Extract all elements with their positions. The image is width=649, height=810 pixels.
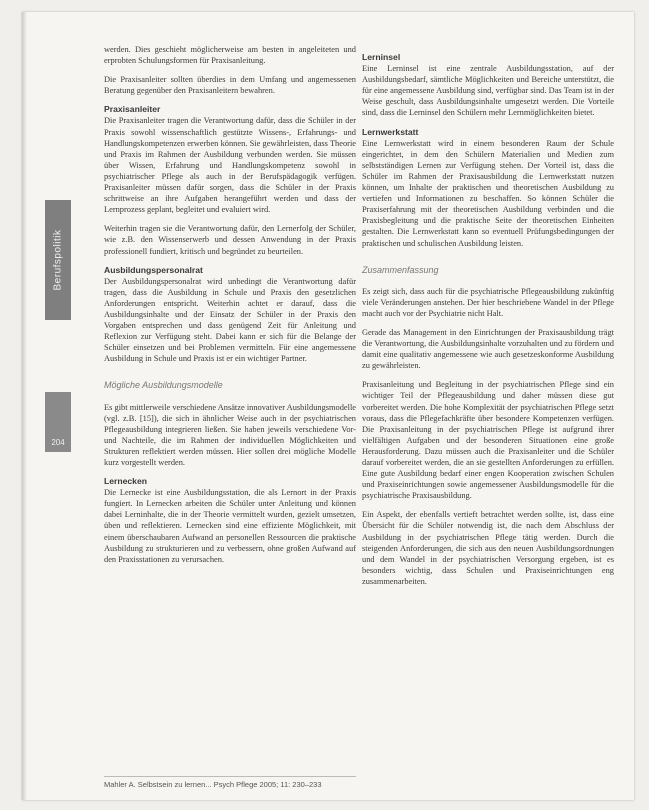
citation-footer: Mahler A. Selbstsein zu lernen... Psych Pflege 2005; 11: 230–233 [104, 776, 356, 789]
paragraph: Es zeigt sich, dass auch für die psychiatrische Pflegeausbildung zukünftig viele Veränderungen anstehen. Der hier beschriebene Wandel in der Pflege macht auch vor der Psychiatrie nicht Halt. [362, 286, 614, 318]
subsection-heading: Ausbildungspersonalrat [104, 264, 203, 275]
paragraph: Die Lernecke ist eine Ausbildungsstation, die als Lernort in der Praxis fungiert. In Lernecken arbeiten die Schüler unter Anleitung und können dabei Lerninhalte, die in der Theorie vermittelt wurden, gezielt umsetzen, üben und reflektieren. Lernecken sind eine effiziente Möglichkeit, mit einem überschaubaren Aufwand an personellen Ressourcen die praktische Ausbildung zu strukturieren und zu verbessern, ohne großen Aufwand auf den Praxisstationen zu verursachen. [104, 488, 356, 564]
document-page [22, 12, 634, 800]
paragraph: Praxisanleitung und Begleitung in der psychiatrischen Pflege sind ein wichtiger Teil der Pflegeausbildung und daher müssen diese gut vorbereitet werden. Die hohe Komplexität der psychiatrischen Pflege setzt voraus, dass die Pflegefachkräfte über besondere Kompetenzen verfügen. Die Praxisanleitung in der psychiatrischen Pflege ist aufgrund ihrer vielfältigen Aufgaben und der besonderen Situationen eine große Herausforderung. Dazu müssen auch die Praxisanleiter und die Schüler darauf vorbereitet werden, die an sie gestellten Anforderungen zu erfüllen. Eine gute Ausbildung bedarf einer engen Kooperation zwischen Schulen und Praxiseinrichtungen sowie angemessener Ausbildungsmodelle für die psychiatrische Praxisausbildung. [362, 380, 614, 501]
section-heading: Mögliche Ausbildungsmodelle [104, 380, 223, 391]
page-number-marker [45, 392, 71, 452]
subsection-heading: Lernecken [104, 476, 147, 487]
subsection-heading: Lernwerkstatt [362, 126, 419, 137]
paragraph: Eine Lerninsel ist eine zentrale Ausbildungsstation, auf der Ausbildungsbedarf, sämtliche Möglichkeiten und Bereiche unterstützt, die für eine angemessene Ausbildung sind, verfügbar sind. Das Team ist in der Weise geschult, dass Ausbildungsinhalte umgesetzt werden. Die Vorteile sind, dass die Lerninsel den Schülern mehr Lernmöglichkeiten bietet. [362, 64, 614, 118]
side-tab-label: Berufspolitik [52, 229, 64, 291]
section-heading: Zusammenfassung [362, 264, 439, 275]
section-side-tab [45, 200, 71, 320]
subsection-heading: Praxisanleiter [104, 104, 161, 115]
paragraph: Der Ausbildungspersonalrat wird unbedingt die Verantwortung dafür tragen, dass die Ausbildung in Schule und Praxis den gesetzlichen Anforderungen entspricht. Weiterhin achtet er darauf, dass die Ausbildungsinhalte und der Einsatz der Schüler in der Praxis den Vorgaben entsprechen und dass genügend Zeit für Anleitung und Reflexion zur Verfügung steht. Dabei kann er sich für die Belange der Schüler einsetzen und bei Problemen vermitteln. Für eine angemessene Ausbildung in Schule und Praxis ist er ein wichtiger Partner. [104, 276, 356, 364]
subsection-heading: Lerninsel [362, 52, 401, 62]
paragraph: Die Praxisanleiter sollten überdies in dem Umfang und angemessenen Beratung gegenüber den Praxisanleitern bewahren. [104, 75, 356, 96]
paragraph: Es gibt mittlerweile verschiedene Ansätze innovativer Ausbildungsmodelle (vgl. z.B. [15]), die sich in ähnlicher Weise auch in der psychiatrischen Pflegeausbildung integrieren ließen. Sie haben jeweils verschiedene Vor- und Nachteile, die im Rahmen der individuellen Möglichkeiten und Strukturen reflektiert werden müssen. Hier sollen drei mögliche Modelle kurz vorgestellt werden. [104, 402, 356, 467]
right-text-column [362, 44, 614, 595]
paragraph: werden. Dies geschieht möglicherweise am besten in angeleiteten und erprobten Schulungsformen für Praxisanleitung. [104, 45, 356, 66]
paragraph: Die Praxisanleiter tragen die Verantwortung dafür, dass die Schüler in der Praxis sowohl wissenschaftlich gestützte Wissens-, Erfahrungs- und Handlungskompetenzen erwerben können. Sie gewährleisten, dass Theorie und Praxis im Rahmen der Ausbildung verbunden werden. Sie müssen über Wissen, Erfahrung und Handlungskompetenz sowohl in psychiatrischer Pflege als auch in der Berufspädagogik verfügen. Praxisanleiter müssen dafür sorgen, dass die Schüler in der Praxis schrittweise an ihre Aufgaben herangeführt werden und dass der Lernprozess geplant, begleitet und evaluiert wird. [104, 116, 356, 215]
page-number: 204 [51, 438, 65, 447]
paragraph: Ein Aspekt, der ebenfalls vertieft betrachtet werden sollte, ist, dass eine Übersicht für die Schüler notwendig ist, die nach dem Abschluss der Ausbildung in der psychiatrischen Pflege tätig werden. Durch die steigenden Anforderungen, die sich aus den neuen Ausbildungsordnungen und dem Wandel in der psychiatrischen Versorgung ergeben, ist es besonders wichtig, dass Schulen und Praxiseinrichtungen eng zusammenarbeiten. [362, 510, 614, 586]
paragraph: Gerade das Management in den Einrichtungen der Praxisausbildung trägt die Verantwortung, die Ausbildungsinhalte vorzuhalten und zu fördern und damit eine qualitativ angemessene wie auch gesetzeskonforme Ausbildung zu gewährleisten. [362, 327, 614, 371]
page-fold-shadow [22, 12, 27, 800]
paragraph: Eine Lernwerkstatt wird in einem besonderen Raum der Schule eingerichtet, in dem den Schülern Materialien und Medien zum selbstständigen Lernen zur Verfügung stehen. Der Vorteil ist, dass die Schüler im Rahmen der Praxisausbildung die Lernwerkstatt nutzen können, um Inhalte der praktischen und theoretischen Ausbildung zu vertiefen und Informationen zu beschaffen. So können Schüler die Praxiserfahrung mit der theoretischen Ausbildung verbinden und die Praxisbegleitung und die praktische Seite der theoretischen Einheiten gestalten. Die Lernwerkstatt kann so eventuell Prüfungsbedingungen der praktischen und schulischen Ausbildung leisten. [362, 138, 614, 248]
paragraph: Weiterhin tragen sie die Verantwortung dafür, den Lernerfolg der Schüler, wie z.B. den Wissenserwerb und dessen Anwendung in der Praxis professionell fundiert, kritisch und begründet zu beurteilen. [104, 224, 356, 256]
left-text-column [104, 44, 356, 573]
